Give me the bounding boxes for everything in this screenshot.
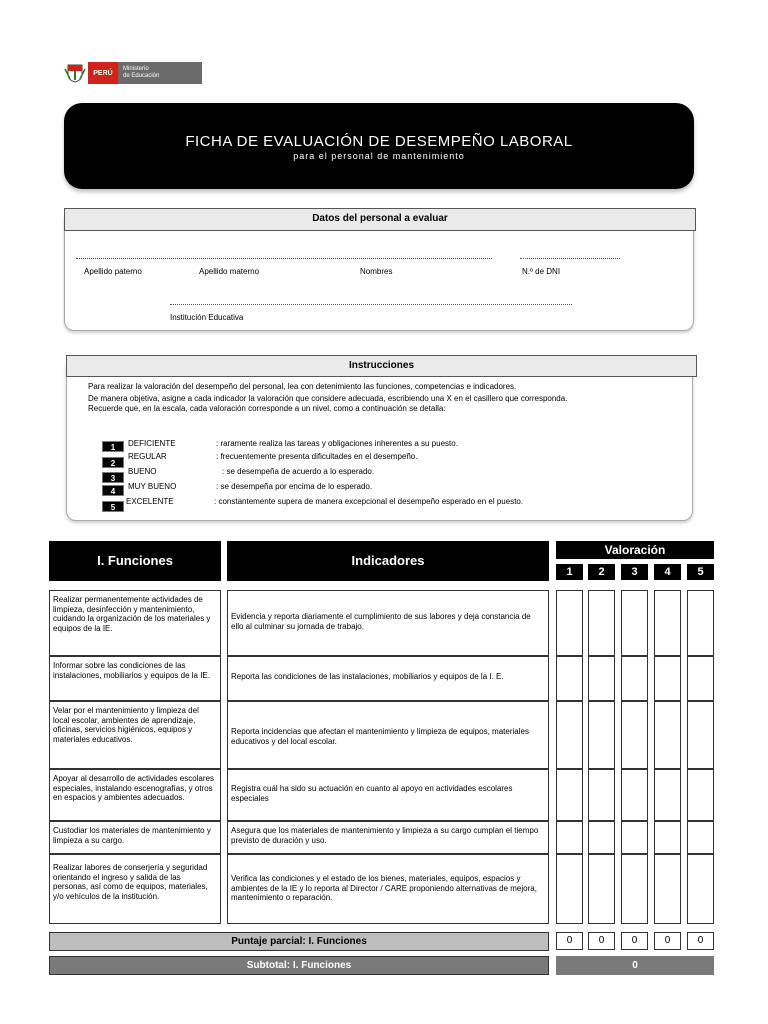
rating-cell[interactable] xyxy=(621,656,648,701)
rating-cell[interactable] xyxy=(687,854,714,924)
peru-shield-icon xyxy=(64,63,86,83)
funcion-cell: Velar por el mantenimiento y limpieza del local escolar, ambientes de aprendizaje, oficinas, servicios higiénicos, equipos y materiales educativos. xyxy=(49,701,221,769)
scale-number-badge: 2 xyxy=(102,457,124,468)
funcion-cell: Informar sobre las condiciones de las instalaciones, mobiliarios y equipos de la IE. xyxy=(49,656,221,701)
puntaje-score: 0 xyxy=(621,932,648,950)
rating-cell[interactable] xyxy=(687,656,714,701)
rating-cell[interactable] xyxy=(556,854,583,924)
rating-cell[interactable] xyxy=(588,854,615,924)
rating-cell[interactable] xyxy=(621,701,648,769)
instruction-line-3: Recuerde que, en la escala, cada valoración corresponde a un nivel, como a continuación se detalla: xyxy=(88,404,446,413)
rating-cell[interactable] xyxy=(588,821,615,854)
form-title-banner xyxy=(64,103,694,189)
scale-label: EXCELENTE xyxy=(126,497,174,506)
peru-logo-label: PERÚ xyxy=(88,62,118,84)
institution-fill-line[interactable] xyxy=(170,304,572,305)
rating-cell[interactable] xyxy=(588,769,615,821)
funcion-cell: Realizar labores de conserjería y seguridad orientando el ingreso y salida de las personas, así como de equipos, materiales, y/o vehículos de la institución. xyxy=(49,854,221,924)
scale-number-badge: 3 xyxy=(102,472,124,483)
form-subtitle: para el personal de mantenimiento xyxy=(293,151,465,161)
scale-label: REGULAR xyxy=(128,452,167,461)
ministry-logo-label xyxy=(118,62,202,84)
ministry-line-1: Ministerio xyxy=(123,66,149,72)
rating-cell[interactable] xyxy=(621,854,648,924)
indicador-cell: Reporta las condiciones de las instalaciones, mobiliarios y equipos de la I. E. xyxy=(227,656,549,701)
level-header: 1 xyxy=(556,564,583,580)
rating-cell[interactable] xyxy=(654,701,681,769)
nombres-label: Nombres xyxy=(360,267,393,276)
rating-cell[interactable] xyxy=(621,821,648,854)
level-header: 3 xyxy=(621,564,648,580)
institucion-label: Institución Educativa xyxy=(170,313,244,322)
scale-number-badge: 1 xyxy=(102,441,124,452)
level-header: 5 xyxy=(687,564,714,580)
rating-cell[interactable] xyxy=(654,821,681,854)
puntaje-score: 0 xyxy=(556,932,583,950)
indicador-cell: Evidencia y reporta diariamente el cumplimiento de sus labores y deja constancia de ello al culminar su jornada de trabajo. xyxy=(227,590,549,656)
rating-cell[interactable] xyxy=(687,821,714,854)
apellido-paterno-label: Apellido paterno xyxy=(84,267,142,276)
rating-cell[interactable] xyxy=(556,590,583,656)
subtotal-label: Subtotal: I. Funciones xyxy=(49,956,549,975)
instruction-line-1: Para realizar la valoración del desempeño del personal, lea con detenimiento las funciones, competencias e indicadores. xyxy=(88,382,517,391)
funciones-header: I. Funciones xyxy=(49,541,221,581)
rating-cell[interactable] xyxy=(654,854,681,924)
scale-number-badge: 4 xyxy=(102,485,124,496)
rating-cell[interactable] xyxy=(687,590,714,656)
level-header: 4 xyxy=(654,564,681,580)
indicador-cell: Verifica las condiciones y el estado de los bienes, materiales, equipos, espacios y ambientes de la IE y lo reporta al Director / CARE proponiendo alternativas de mejora, mantenimiento o reparación. xyxy=(227,854,549,924)
rating-cell[interactable] xyxy=(556,656,583,701)
funcion-cell: Realizar permanentemente actividades de limpieza, desinfección y mantenimiento, cuidando la organización de los materiales y equipos de la IE. xyxy=(49,590,221,656)
rating-cell[interactable] xyxy=(556,821,583,854)
ministry-line-2: de Educación xyxy=(123,73,160,79)
rating-cell[interactable] xyxy=(588,701,615,769)
rating-cell[interactable] xyxy=(654,656,681,701)
name-fill-line[interactable] xyxy=(76,258,492,259)
dni-label: N.º de DNI xyxy=(522,267,561,276)
scale-description: : raramente realiza las tareas y obligaciones inherentes a su puesto. xyxy=(216,439,458,448)
indicador-cell: Reporta incidencias que afectan el mantenimiento y limpieza de equipos, materiales educativos y del local escolar. xyxy=(227,701,549,769)
scale-description: : constantemente supera de manera excepcional el desempeño esperado en el puesto. xyxy=(214,497,524,506)
level-header: 2 xyxy=(588,564,615,580)
valoracion-header: Valoración xyxy=(556,541,714,559)
rating-cell[interactable] xyxy=(588,590,615,656)
scale-number-badge: 5 xyxy=(102,501,124,512)
indicadores-header: Indicadores xyxy=(227,541,549,581)
rating-cell[interactable] xyxy=(621,590,648,656)
rating-cell[interactable] xyxy=(621,769,648,821)
rating-cell[interactable] xyxy=(654,590,681,656)
scale-label: DEFICIENTE xyxy=(128,439,176,448)
scale-description: : se desempeña de acuerdo a lo esperado. xyxy=(222,467,375,476)
apellido-materno-label: Apellido materno xyxy=(199,267,260,276)
personal-data-heading: Datos del personal a evaluar xyxy=(64,208,696,231)
rating-cell[interactable] xyxy=(687,701,714,769)
scale-description: : se desempeña por encima de lo esperado. xyxy=(216,482,373,491)
rating-cell[interactable] xyxy=(687,769,714,821)
puntaje-score: 0 xyxy=(588,932,615,950)
rating-cell[interactable] xyxy=(588,656,615,701)
instruction-line-2: De manera objetiva, asigne a cada indicador la valoración que considere adecuada, escribiendo una X en el casillero que corresponda. xyxy=(88,394,568,403)
funcion-cell: Apoyar al desarrollo de actividades escolares especiales, instalando escenografías, y otros en espacios y ambientes adecuados. xyxy=(49,769,221,821)
scale-label: BUENO xyxy=(128,467,157,476)
dni-fill-line[interactable] xyxy=(520,258,620,259)
instructions-heading: Instrucciones xyxy=(66,355,697,377)
form-title: FICHA DE EVALUACIÓN DE DESEMPEÑO LABORAL xyxy=(185,133,573,150)
scale-label: MUY BUENO xyxy=(128,482,177,491)
puntaje-score: 0 xyxy=(687,932,714,950)
subtotal-value: 0 xyxy=(556,956,714,975)
rating-cell[interactable] xyxy=(556,769,583,821)
puntaje-parcial-label: Puntaje parcial: I. Funciones xyxy=(49,932,549,951)
indicador-cell: Asegura que los materiales de mantenimiento y limpieza a su cargo cumplan el tiempo previsto de duración y uso. xyxy=(227,821,549,854)
indicador-cell: Registra cuál ha sido su actuación en cuanto al apoyo en actividades escolares especiales xyxy=(227,769,549,821)
rating-cell[interactable] xyxy=(556,701,583,769)
puntaje-score: 0 xyxy=(654,932,681,950)
scale-description: : frecuentemente presenta dificultades en el desempeño. xyxy=(216,452,418,461)
rating-cell[interactable] xyxy=(654,769,681,821)
funcion-cell: Custodiar los materiales de mantenimiento y limpieza a su cargo. xyxy=(49,821,221,854)
